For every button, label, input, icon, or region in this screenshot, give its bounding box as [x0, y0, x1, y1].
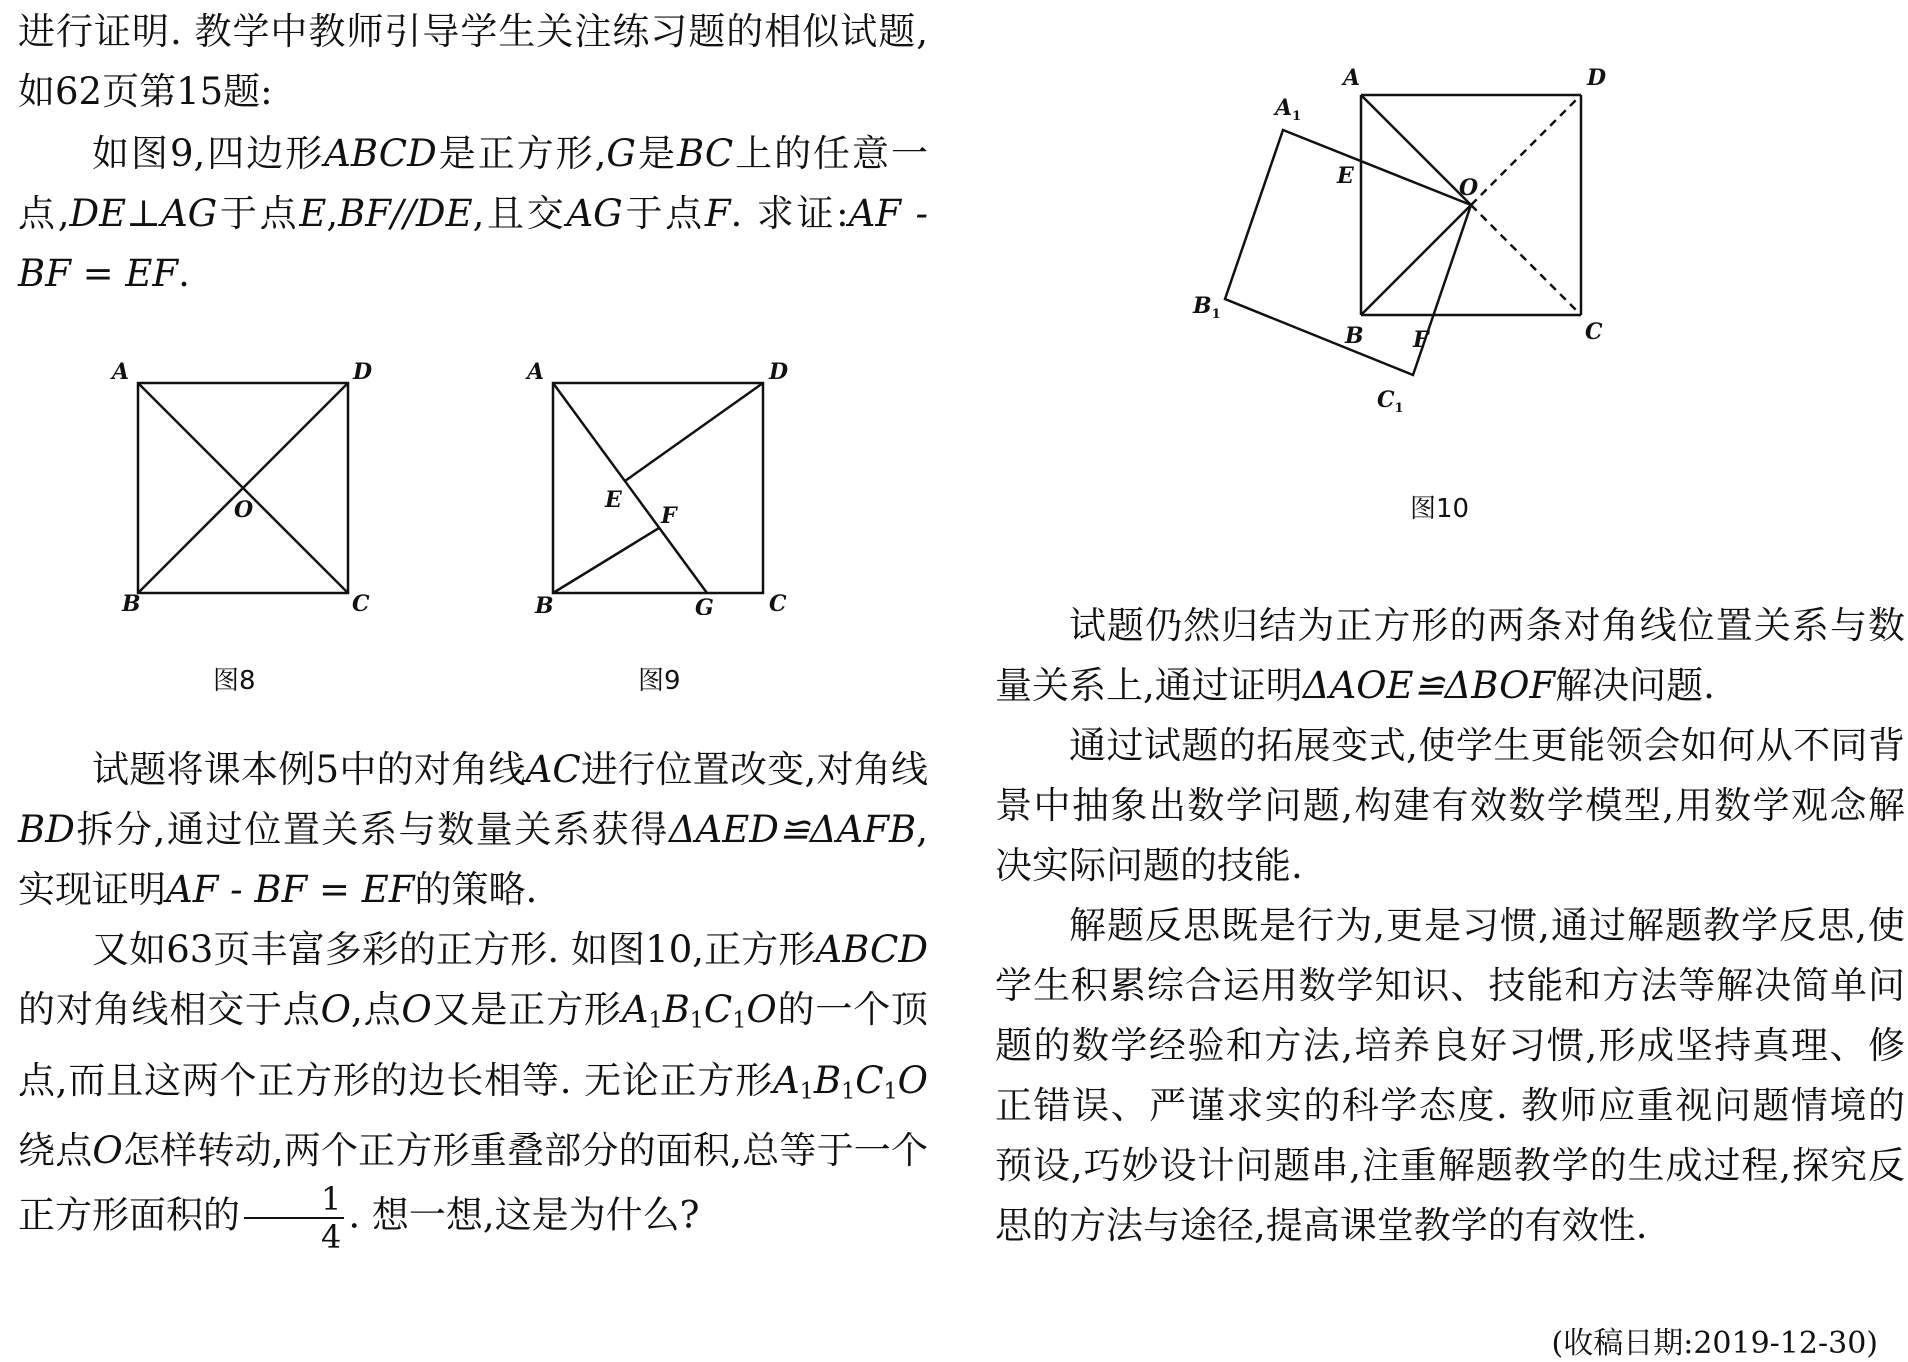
figure-10-diagram	[1185, 55, 1625, 435]
label-D: D	[769, 359, 789, 385]
math: BF//DE	[338, 192, 473, 235]
label-C1: $C_1$	[1377, 387, 1404, 416]
paragraph-r2: 通过试题的拓展变式,使学生更能领会如何从不同背景中抽象出数学问题,构建有效数学模型,用数学观念解决实际问题的技能.	[995, 724, 1905, 887]
math: O	[320, 988, 351, 1031]
figure-9-caption: 图9	[638, 666, 681, 696]
label-D: D	[353, 359, 373, 385]
text: . 求证:	[730, 192, 849, 235]
math: ΔAED≌ΔAFB	[668, 808, 917, 851]
label-A: A	[1343, 65, 1361, 91]
label-F: F	[661, 503, 677, 529]
text: ,且交	[472, 192, 567, 235]
label-E: E	[1337, 163, 1354, 189]
label-C: C	[1585, 319, 1603, 345]
label-C: C	[769, 591, 787, 615]
label-A: A	[527, 359, 545, 385]
text: 进行位置改变,对角线	[580, 748, 928, 791]
math: BC	[676, 132, 734, 175]
math-A1B1C1O: $A_1B_1C_1O$	[621, 988, 777, 1034]
text: 于点	[217, 192, 300, 235]
label-B: B	[535, 593, 554, 615]
text: . 想一想,这是为什么?	[348, 1193, 700, 1237]
label-D: D	[1587, 65, 1607, 91]
label-O: O	[234, 497, 254, 523]
text: 怎样转动,两个正方形重叠部分的面积,总等于一个正方形面积的	[18, 1129, 929, 1237]
math: F	[704, 192, 731, 235]
figure-8	[98, 355, 398, 615]
text: 的一个顶点,而且这两个正方形的边长相等. 无论正方形	[18, 988, 929, 1102]
math: ABCD	[815, 928, 928, 971]
label-B: B	[1345, 323, 1364, 349]
math: O	[92, 1129, 123, 1173]
text: ,实现证明	[18, 808, 928, 911]
figure-10	[1185, 55, 1625, 435]
math-A1B1C1O: $A_1B_1C_1O$	[773, 1058, 928, 1105]
math: ΔAOE≌ΔBOF	[1302, 664, 1556, 707]
text: 于点	[622, 192, 705, 235]
label-B1: $B_1$	[1193, 293, 1221, 322]
text: 是正方形,	[436, 132, 607, 175]
math: G	[606, 132, 636, 175]
figure-8-diagram	[98, 355, 398, 615]
figure-9-diagram	[513, 355, 813, 615]
math: AC	[525, 748, 581, 791]
label-A: A	[112, 359, 130, 385]
figure-9	[513, 355, 813, 615]
paragraph-2	[18, 124, 928, 304]
received-date: (收稿日期:2019-12-30)	[1551, 1326, 1878, 1361]
label-C: C	[352, 591, 370, 615]
label-G: G	[695, 595, 714, 615]
text: 的策略.	[414, 868, 538, 911]
math: AF - BF = EF	[166, 868, 415, 911]
text: 绕点	[18, 1129, 93, 1173]
text: 是	[635, 132, 677, 175]
text: 又如63页丰富多彩的正方形. 如图10,正方形	[92, 928, 816, 971]
label-F: F	[1413, 327, 1429, 353]
text: 解决问题.	[1555, 664, 1715, 707]
text: 如图9,四边形	[92, 132, 325, 175]
text: 试题将课本例5中的对角线	[92, 748, 526, 791]
math: BD	[18, 808, 75, 851]
label-O: O	[1459, 175, 1479, 201]
math: ABCD	[324, 132, 437, 175]
text: ,点	[350, 988, 402, 1031]
text: 又是正方形	[431, 988, 622, 1031]
paragraph-r3: 解题反思既是行为,更是习惯,通过解题教学反思,使学生积累综合运用数学知识、技能和方法等解决简单问题的数学经验和方法,培养良好习惯,形成坚持真理、修正错误、严谨求实的科学态度. 教师应重视问题情境的预设,巧妙设计问题串,注重解题教学的生成过程,探究反思的方法与途径,提高课堂教学的有效性.	[995, 904, 1905, 1247]
label-A1: $A_1$	[1275, 95, 1302, 124]
math: O	[401, 988, 432, 1031]
math: E	[299, 192, 327, 235]
paragraph-1: 进行证明. 教学中教师引导学生关注练习题的相似试题,如62页第15题:	[18, 10, 928, 113]
text: 的对角线相交于点	[18, 988, 321, 1031]
text: .	[178, 252, 190, 295]
fraction-one-quarter: $\frac{1}{4}$	[244, 1181, 344, 1255]
math: DE⊥AG	[69, 192, 218, 235]
label-E: E	[605, 487, 622, 513]
math: AG	[566, 192, 623, 235]
label-B: B	[122, 591, 141, 615]
text: 上的任意一点,	[18, 132, 929, 235]
math: AF - BF = EF	[18, 192, 928, 295]
paragraph-4	[18, 920, 928, 1255]
figure-10-caption: 图10	[1410, 494, 1470, 524]
paragraph-3	[18, 740, 928, 920]
text: 试题仍然归结为正方形的两条对角线位置关系与数量关系上,通过证明	[995, 604, 1905, 707]
text: ,	[326, 192, 339, 235]
paragraph-r1	[995, 596, 1905, 716]
text: 拆分,通过位置关系与数量关系获得	[74, 808, 669, 851]
figure-8-caption: 图8	[213, 666, 256, 696]
